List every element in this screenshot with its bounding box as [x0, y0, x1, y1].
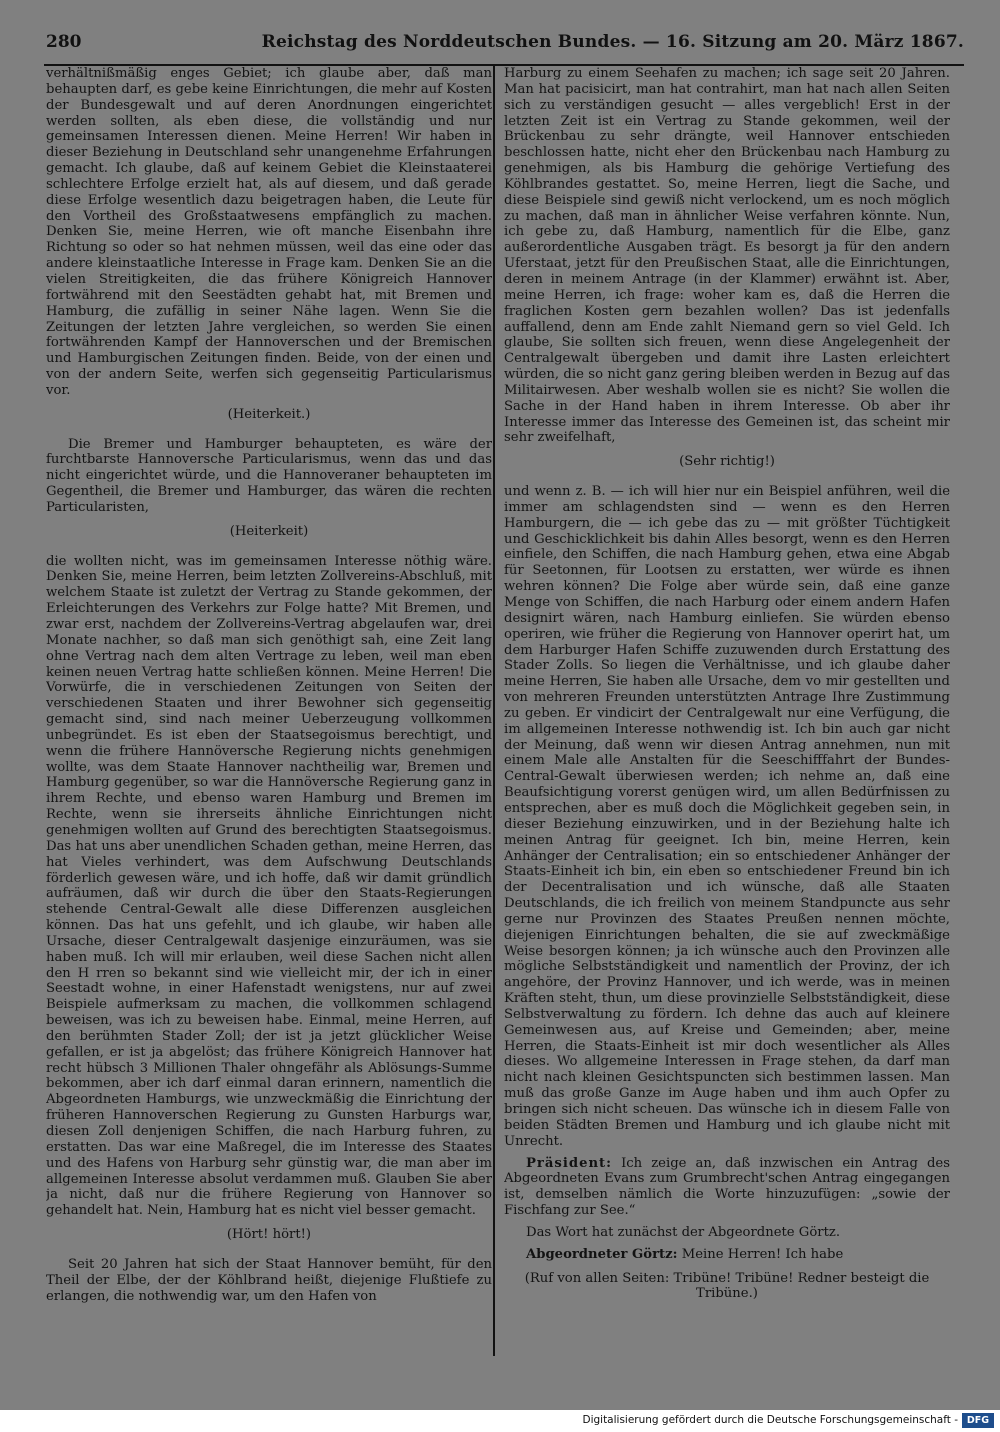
paragraph: Harburg zu einem Seehafen zu machen; ich sage seit 20 Jahren. Man hat pacisicirt, man hat contrahirt, man hat nach allen Seiten sich zu verständigen gesucht — alles vergeblich! Erst in der letzten Zeit ist ein Vertrag zu Stande gekommen, weil der Brückenbau zu sehr drängte, weil Hannover entschieden beschlossen hatte, nicht eher den Brückenbau nach Hamburg zu genehmigen, als bis Hamburg die gehörige Vertiefung des Köhlbrandes gestattet. So, meine Herren, liegt die Sache, und diese Beispiele sind gewiß nicht verlockend, um es noch möglich zu machen, daß man in ähnlicher Weise verfahren könnte. Nun, ich gebe zu, daß Hamburg, namentlich für die Elbe, ganz außerordentliche Ausgaben trägt. Es besorgt ja für den andern Uferstaat, jetzt für den Preußischen Staat, alle die Einrichtungen, deren in meinem Antrage (in der Klammer) erwähnt ist. Aber, meine Herren, ich frage: woher kam es, daß die Herren die fraglichen Kosten gern bezahlen wollen? Das ist jedenfalls auffallend, denn am Ende zahlt Niemand gern so viel Geld. Ich glaube, Sie sollten sich freuen, wenn diese Angelegenheit der Centralgewalt übergeben und damit ihre Lasten erleichtert würden, die so nicht ganz gering bleiben werden in Bezug auf das Militairwesen. Aber weshalb wollen sie es nicht? Sie wollen die Sache in der Hand haben in ihrem Interesse. Ob aber ihr Interesse immer das Interesse des Gemeinen ist, das scheint mir sehr zweifelhaft,	[504, 66, 950, 446]
remark: (Hört! hört!)	[226, 1227, 312, 1243]
speaker-label: Präsident:	[526, 1155, 613, 1171]
column-divider	[493, 66, 495, 1356]
paragraph: Die Bremer und Hamburger behaupteten, es wäre der furchtbarste Hannoversche Particularismus, wenn das und das nicht eingerichtet würde, und die Hannoveraner behaupteten im Gegentheil, die Bremer und Hamburger, das wären die rechten Particularisten,	[46, 436, 492, 515]
statement-text: Meine Herren! Ich habe	[681, 1246, 844, 1262]
page-header	[44, 30, 964, 66]
dfg-logo: DFG	[962, 1413, 994, 1428]
paragraph: Seit 20 Jahren hat sich der Staat Hannover bemüht, für den Theil der Elbe, der der Köhlbrand heißt, diejenige Flußtiefe zu erlangen, die nothwendig war, um den Hafen von	[46, 1256, 492, 1304]
remark: (Heiterkeit.)	[227, 406, 311, 422]
footer-credit: Digitalisierung gefördert durch die Deutsche Forschungsgemeinschaft -	[582, 1414, 958, 1426]
right-column	[504, 66, 950, 1362]
left-column	[46, 66, 492, 1362]
paragraph: die wollten nicht, was im gemeinsamen Interesse nöthig wäre. Denken Sie, meine Herren, beim letzten Zollvereins-Abschluß, mit welchem Staate ist zuletzt der Vertrag zu Stande gekommen, der Erleichterungen des Verkehrs zur Folge hatte? Mit Bremen, und zwar erst, nachdem der Zollvereins-Vertrag abgelaufen war, drei Monate nachher, so daß man sich genöthigt sah, eine Zeit lang ohne Vertrag nach dem alten Vertrage zu leben, weil man eben keinen neuen Vertrag hatte schließen können. Meine Herren! Die Vorwürfe, die in verschiedenen Zeitungen von Seiten der verschiedenen Staaten und ihrer Bewohner sich gegenseitig gemacht sind, sind nach meiner Ueberzeugung vollkommen unbegründet. Es ist eben der Staatsegoismus berechtigt, und wenn die frühere Hannöversche Regierung nichts genehmigen wollte, was dem Staate Hannover nachtheilig war, Bremen und Hamburg gegenüber, so war die Hannöversche Regierung ganz in ihrem Rechte, und ebenso waren Hamburg und Bremen im Rechte, wenn sie ihrerseits ähnliche Einrichtungen nicht genehmigen wollten auf Grund des berechtigten Staatsegoismus. Das hat uns aber unendlichen Schaden gethan, meine Herren, das hat Vieles verhindert, was dem Aufschwung Deutschlands förderlich gewesen wäre, und ich hoffe, daß wir damit gründlich aufräumen, daß wir durch die über den Staats-Regierungen stehende Central-Gewalt alle diese Differenzen ausgleichen können. Das hat uns gefehlt, und ich glaube, wir haben alle Ursache, dieser Centralgewalt dasjenige einzuräumen, was sie haben muß. Ich will mir erlauben, weil diese Sachen nicht allen den H rren so bekannt sind wie vielleicht mir, der ich in einer Seestadt wohne, in einer Hafenstadt wenigstens, nur auf zwei Beispiele aufmerksam zu machen, die vollkommen schlagend beweisen, was ich zu beweisen habe. Einmal, meine Herren, auf den berühmten Stader Zoll; der ist ja jetzt glücklicher Weise gefallen, er ist ja abgelöst; das frühere Königreich Hannover hat recht hübsch 3 Millionen Thaler ohngefähr als Ablösungs-Summe bekommen, aber ich darf einmal daran erinnern, namentlich die Abgeordneten Hamburgs, wie unzweckmäßig die Einrichtung der früheren Hannoverschen Regierung zu Gunsten Harburgs war, diesen Zoll denjenigen Schiffen, die nach Harburg fuhren, zu erstatten. Das war eine Maßregel, die im Interesse des Staates und des Hafens von Harburg sehr günstig war, die man aber im allgemeinen Interesse absolut verdammen muß. Glauben Sie aber ja nicht, daß nur die frühere Regierung von Hannover so gehandelt hat. Nein, Hamburg hat es nicht viel besser gemacht.	[46, 553, 492, 1219]
remark: (Sehr richtig!)	[679, 454, 775, 470]
remark: (Heiterkeit)	[229, 523, 309, 539]
speaker-statement	[504, 1247, 950, 1263]
paragraph: verhältnißmäßig enges Gebiet; ich glaube aber, daß man behaupten darf, es gebe keine Einrichtungen, die mehr auf Kosten der Bundesgewalt und auf deren Anordnungen eingerichtet werden sollten, als eben diese, die vollständig und nur gemeinsamen Interessen dienen. Meine Herren! Wir haben in dieser Beziehung in Deutschland sehr unangenehme Erfahrungen gemacht. Ich glaube, daß auf keinem Gebiet die Kleinstaaterei schlechtere Erfolge erzielt hat, als auf diesem, und daß gerade diese Erfolge wesentlich dazu beigetragen haben, die Leute für den Vortheil des Großstaatwesens empfänglich zu machen. Denken Sie, meine Herren, wie oft manche Eisenbahn ihre Richtung so oder so hat nehmen müssen, weil das eine oder das andere kleinstaatliche Interesse in Frage kam. Denken Sie an die vielen Streitigkeiten, die das frühere Königreich Hannover fortwährend mit den Seestädten gehabt hat, mit Bremen und Hamburg, die zufällig in seiner Nähe lagen. Wenn Sie die Zeitungen der letzten Jahre vergleichen, so werden Sie einen fortwährenden Kampf der Hannoverschen und der Bremischen und Hamburgischen Zeitungen finden. Beide, von der einen und von der andern Seite, werfen sich gegenseitig Particularismus vor.	[46, 66, 492, 398]
page-footer	[0, 1410, 1000, 1432]
remark: (Ruf von allen Seiten: Tribüne! Tribüne! Redner besteigt die Tribüne.)	[524, 1270, 930, 1302]
paragraph: und wenn z. B. — ich will hier nur ein Beispiel anführen, weil die immer am schlagendsten sind — wenn es den Herren Hamburgern, die — ich gebe das zu — mit größter Tüchtigkeit und Geschicklichkeit bis dahin Alles besorgt, wenn es den Herren einfiele, den Schiffen, die nach Hamburg gehen, etwa eine Abgab für Seetonnen, für Lootsen zu erstatten, wer würde es ihnen wehren können? Die Folge aber würde sein, daß eine ganze Menge von Schiffen, die nach Harburg oder einem andern Hafen designirt wären, nach Hamburg einliefen. Sie würden ebenso operiren, wie früher die Regierung von Hannover operirt hat, um dem Harburger Hafen Schiffe zuzuwenden durch Erstattung des Stader Zolls. So liegen die Verhältnisse, und ich glaube daher meine Herren, Sie haben alle Ursache, dem vo mir gestellten und von mehreren Freunden unterstützten Antrage Ihre Zustimmung zu geben. Er vindicirt der Centralgewalt nur eine Verfügung, die im allgemeinen Interesse nothwendig ist. Ich bin auch gar nicht der Meinung, daß wenn wir diesen Antrag annehmen, nun mit einem Male alle Anstalten für die Seeschifffahrt der Bundes-Central-Gewalt überwiesen werden; ich nehme an, daß eine Beaufsichtigung vorerst genügen wird, um allen Bedürfnissen zu entsprechen, aber es muß doch die Möglichkeit gegeben sein, in dieser Beziehung einzuwirken, und in der Beziehung halte ich meinen Antrag für geeignet. Ich bin, meine Herren, kein Anhänger der Centralisation; ein so entschiedener Anhänger der Staats-Einheit ich bin, ein eben so entschiedener Freund bin ich der Decentralisation und ich wünsche, daß alle Staaten Deutschlands, die ich freilich von meinem Standpuncte aus sehr gerne nur Provinzen des Staates Preußen nennen möchte, diejenigen Einrichtungen behalten, die sie auf zweckmäßige Weise besorgen können; ja ich wünsche auch den Provinzen alle mögliche Selbstständigkeit und namentlich der Provinz, der ich angehöre, der Provinz Hannover, und ich werde, was in meinen Kräften steht, thun, um diese provinzielle Selbstständigkeit, diese Selbstverwaltung zu fördern. Ich dehne das auch auf kleinere Gemeinwesen aus, auf Kreise und Gemeinden; aber, meine Herren, die Staats-Einheit ist mir doch wesentlicher als Alles dieses. Wo allgemeine Interessen in Frage stehen, da darf man nicht nach kleinen Gesichtspuncten sich bestimmen lassen. Man muß das große Ganze im Auge haben und ihm auch Opfer zu bringen sich nicht scheuen. Das wünsche ich in diesem Falle von beiden Städten Bremen und Hamburg und ich glaube nicht mit Unrecht.	[504, 484, 950, 1149]
statement-text: Ich zeige an, daß inzwischen ein Antrag des Abgeordneten Evans zum Grumbrecht'schen Antrag eingegangen ist, demselben nämlich die Worte hinzuzufügen: „sowie der Fischfang zur See.“	[504, 1155, 950, 1219]
speaker-label: Abgeordneter Görtz:	[526, 1246, 678, 1262]
president-statement	[504, 1156, 950, 1219]
page-number: 280	[46, 32, 82, 52]
paragraph: Das Wort hat zunächst der Abgeordnete Görtz.	[526, 1224, 841, 1240]
running-title: Reichstag des Norddeutschen Bundes. — 16. Sitzung am 20. März 1867.	[261, 32, 964, 52]
